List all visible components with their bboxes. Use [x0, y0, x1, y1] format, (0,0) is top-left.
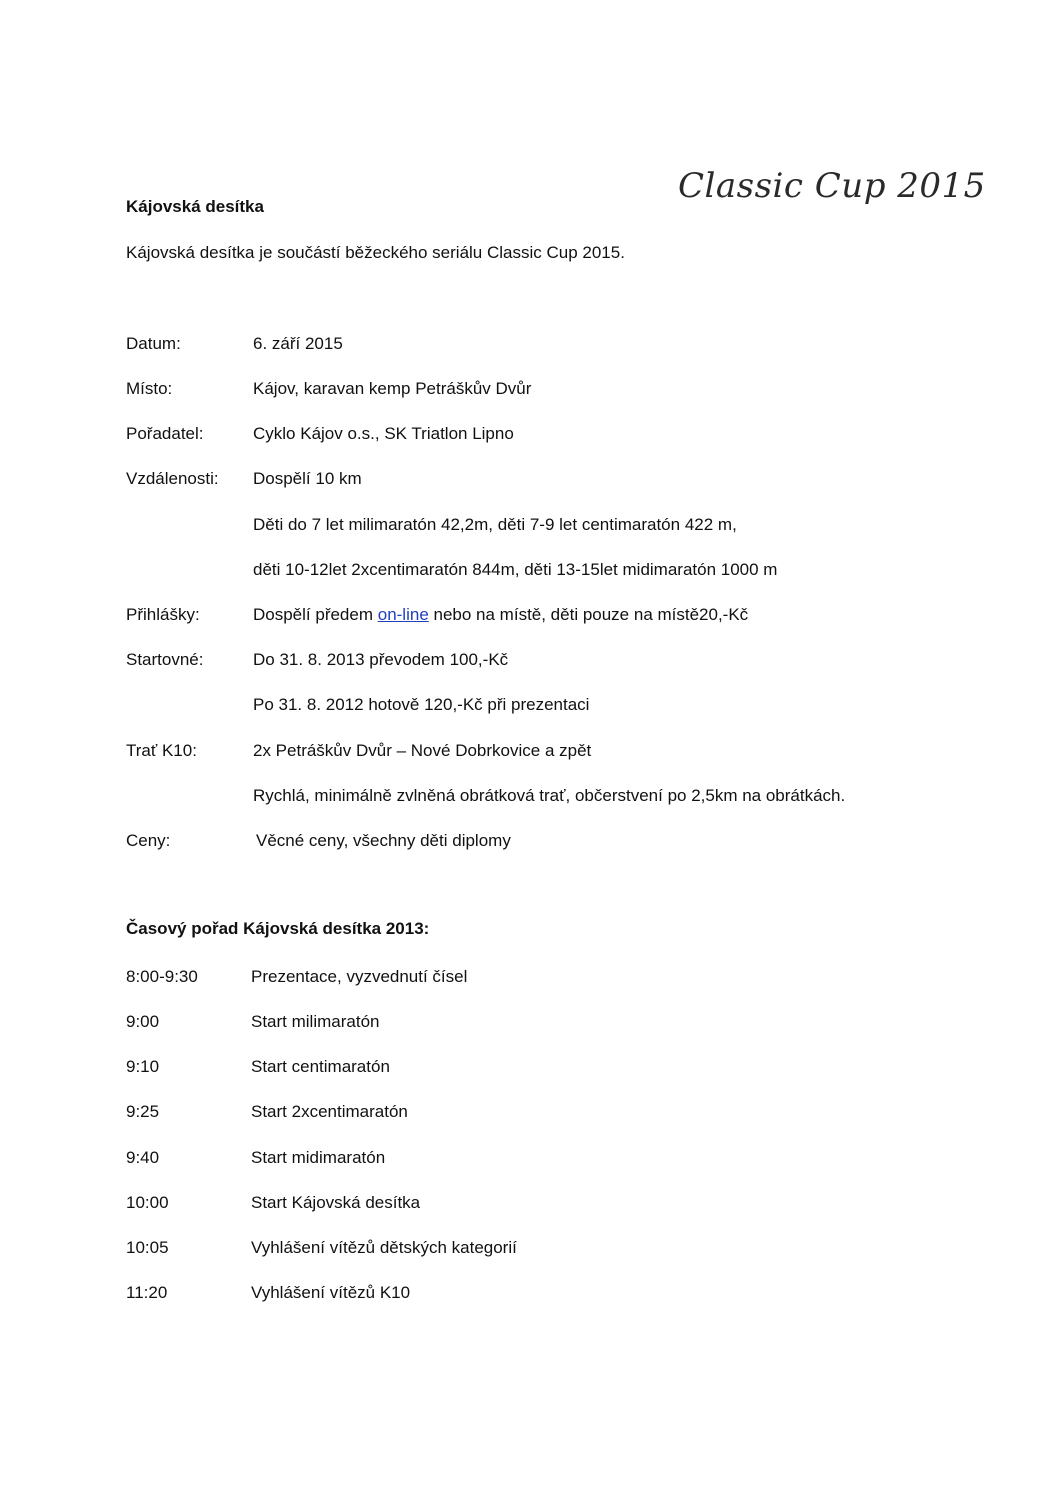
detail-value: [253, 603, 748, 627]
schedule-activity: Vyhlášení vítězů K10: [251, 1283, 411, 1302]
detail-value: 2x Petráškův Dvůr – Nové Dobrkovice a zpět: [253, 741, 592, 760]
detail-label: Přihlášky:: [126, 605, 200, 624]
document-title: Kájovská desítka: [126, 197, 264, 216]
schedule-activity: Start Kájovská desítka: [251, 1193, 421, 1212]
schedule-time: 9:00: [126, 1012, 160, 1031]
online-registration-link[interactable]: on-line: [377, 605, 429, 624]
schedule-time: 9:10: [126, 1057, 160, 1076]
schedule-activity: Start milimaratón: [251, 1012, 380, 1031]
detail-value: Děti do 7 let milimaratón 42,2m, děti 7-9 let centimaratón 422 m,: [253, 515, 737, 534]
schedule-activity: Start centimaratón: [251, 1057, 390, 1076]
detail-value: Dospělí 10 km: [253, 469, 362, 488]
schedule-activity: Start 2xcentimaratón: [251, 1102, 408, 1121]
detail-value: Do 31. 8. 2013 převodem 100,-Kč: [253, 650, 509, 669]
schedule-activity: Vyhlášení vítězů dětských kategorií: [251, 1238, 517, 1257]
schedule-time: 10:00: [126, 1193, 169, 1212]
schedule-time: 10:05: [126, 1238, 169, 1257]
intro-paragraph: Kájovská desítka je součástí běžeckého seriálu Classic Cup 2015.: [126, 243, 625, 262]
detail-value: Věcné ceny, všechny děti diplomy: [256, 831, 511, 850]
detail-label: Vzdálenosti:: [126, 469, 219, 488]
classic-cup-logo: Classic Cup 2015: [678, 166, 986, 206]
schedule-time: 9:40: [126, 1148, 160, 1167]
schedule-time: 9:25: [126, 1102, 160, 1121]
detail-label: Místo:: [126, 379, 173, 398]
detail-value: Po 31. 8. 2012 hotově 120,-Kč při prezentaci: [253, 695, 590, 714]
detail-label: Trať K10:: [126, 741, 197, 760]
detail-value: Kájov, karavan kemp Petráškův Dvůr: [253, 379, 532, 398]
detail-value: děti 10-12let 2xcentimaratón 844m, děti 13-15let midimaratón 1000 m: [253, 560, 778, 579]
schedule-activity: Prezentace, vyzvednutí čísel: [251, 967, 468, 986]
detail-label: Startovné:: [126, 650, 204, 669]
registration-text-after: nebo na místě, děti pouze na místě20,-Kč: [428, 605, 749, 624]
schedule-title: Časový pořad Kájovská desítka 2013:: [126, 919, 430, 938]
detail-label: Ceny:: [126, 831, 171, 850]
detail-value: Rychlá, minimálně zvlněná obrátková trať, občerstvení po 2,5km na obrátkách.: [253, 786, 846, 805]
schedule-time: 11:20: [126, 1283, 168, 1302]
schedule-time: 8:00-9:30: [126, 967, 198, 986]
registration-text-before: Dospělí předem: [253, 605, 378, 624]
detail-value: 6. září 2015: [253, 334, 343, 353]
detail-value: Cyklo Kájov o.s., SK Triatlon Lipno: [253, 424, 514, 443]
schedule-activity: Start midimaratón: [251, 1148, 386, 1167]
detail-label: Pořadatel:: [126, 424, 204, 443]
detail-label: Datum:: [126, 334, 181, 353]
